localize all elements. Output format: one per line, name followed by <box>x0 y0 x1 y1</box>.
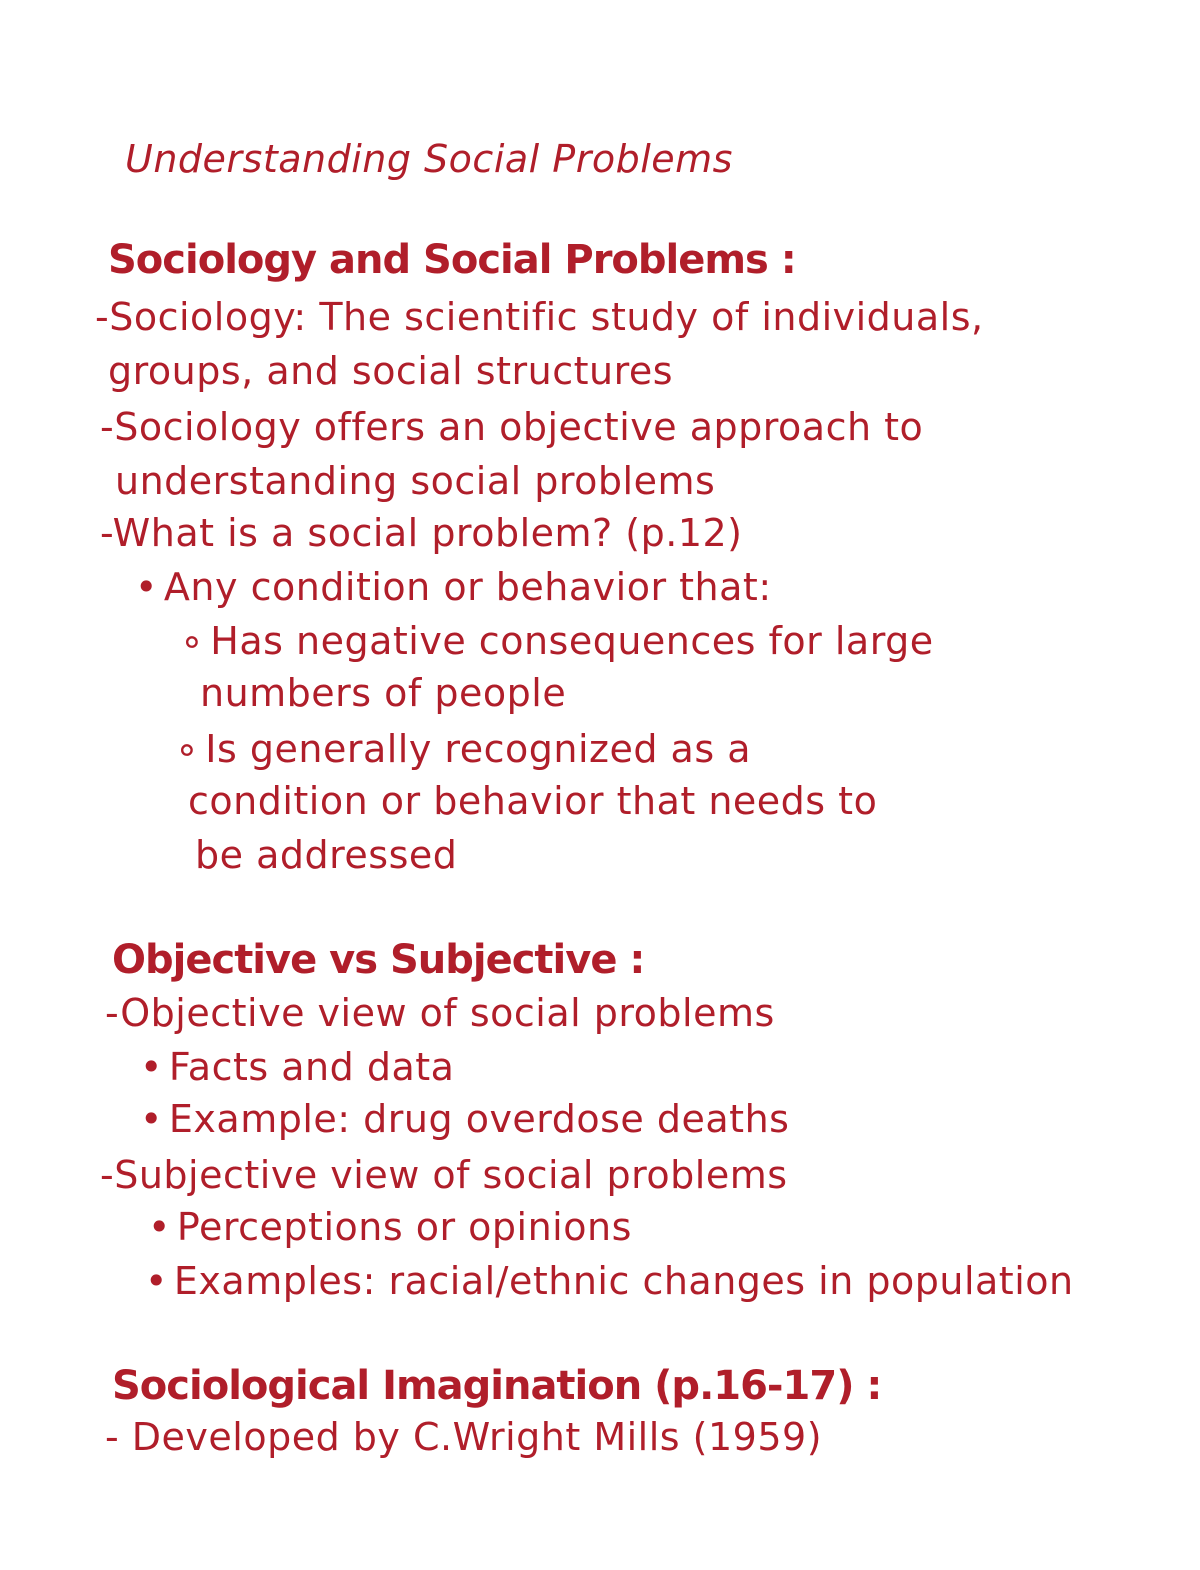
note-line: understanding social problems <box>115 459 716 503</box>
bullet-item <box>135 565 772 609</box>
note-line: -Objective view of social problems <box>105 991 775 1035</box>
bullet-circle-icon: ∘ <box>175 727 200 771</box>
bullet-text: Perceptions or opinions <box>176 1205 632 1249</box>
bullet-text: Facts and data <box>168 1045 455 1089</box>
note-line: -Sociology offers an objective approach to <box>100 405 924 449</box>
bullet-dot-icon: • <box>135 565 158 609</box>
bullet-text: Examples: racial/ethnic changes in population <box>173 1259 1074 1303</box>
section-heading-objective-subjective: Objective vs Subjective : <box>112 937 645 983</box>
note-line: condition or behavior that needs to <box>188 779 878 823</box>
section-heading-sociological-imagination: Sociological Imagination (p.16-17) : <box>112 1363 882 1409</box>
bullet-dot-icon: • <box>148 1205 171 1249</box>
note-line: -Subjective view of social problems <box>100 1153 788 1197</box>
bullet-item <box>140 1045 455 1089</box>
bullet-text: Example: drug overdose deaths <box>168 1097 790 1141</box>
bullet-dot-icon: • <box>145 1259 168 1303</box>
note-line: groups, and social structures <box>108 349 674 393</box>
note-line: numbers of people <box>200 671 567 715</box>
bullet-item <box>148 1205 632 1249</box>
bullet-dot-icon: • <box>140 1045 163 1089</box>
note-line: - Developed by C.Wright Mills (1959) <box>105 1415 823 1459</box>
bullet-text: Any condition or behavior that: <box>163 565 772 609</box>
bullet-text: Has negative consequences for large <box>210 619 934 663</box>
bullet-text: Is generally recognized as a <box>205 727 751 771</box>
note-line: -Sociology: The scientific study of individuals, <box>95 295 984 339</box>
section-heading-sociology: Sociology and Social Problems : <box>108 237 796 283</box>
sub-bullet-item <box>180 619 934 663</box>
bullet-item <box>145 1259 1074 1303</box>
note-line: -What is a social problem? (p.12) <box>100 511 743 555</box>
note-line: be addressed <box>195 833 458 877</box>
sub-bullet-item <box>175 727 751 771</box>
bullet-item <box>140 1097 790 1141</box>
page-title: Understanding Social Problems <box>125 137 733 181</box>
bullet-dot-icon: • <box>140 1097 163 1141</box>
bullet-circle-icon: ∘ <box>180 619 205 663</box>
